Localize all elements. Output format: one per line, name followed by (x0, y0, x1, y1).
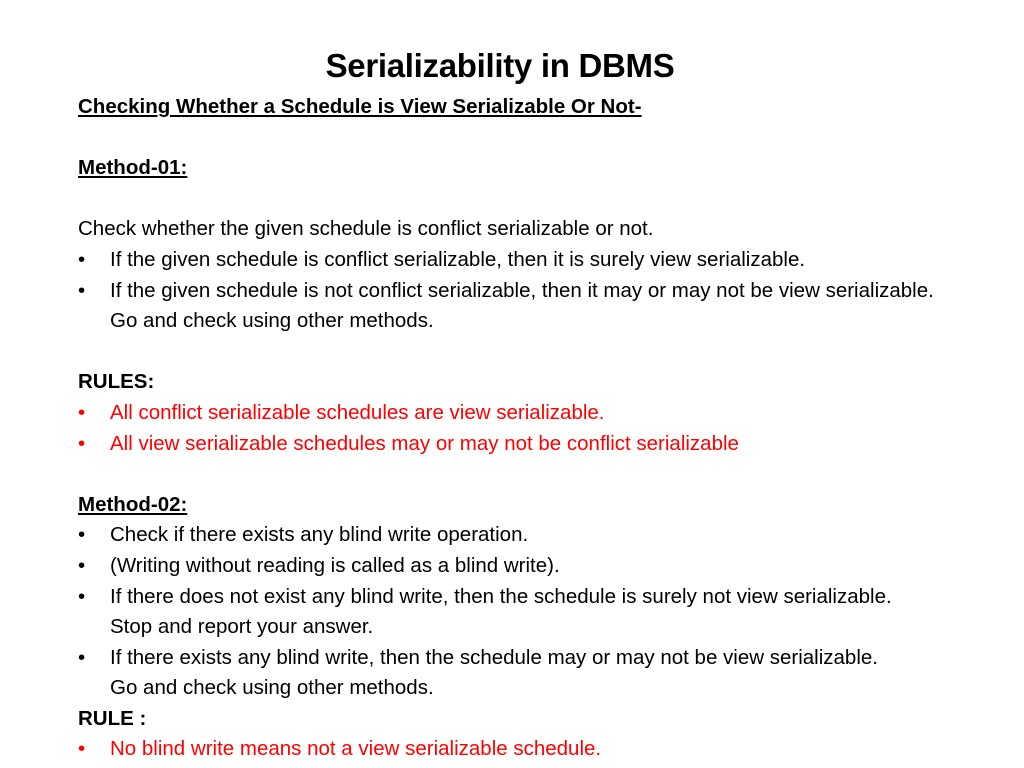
method-02-bullet (78, 520, 958, 551)
method-01-label: Method-01: (78, 156, 188, 180)
method-02-label: Method-02: (78, 492, 188, 516)
bullet-text: All view serializable schedules may or may not be conflict serializable (110, 431, 739, 455)
rules-bullet (78, 429, 958, 460)
bullet-icon: • (78, 584, 86, 608)
bullet-icon: • (78, 737, 86, 761)
rules-label: RULES: (78, 370, 155, 394)
slide-title: Serializability in DBMS (325, 47, 675, 84)
rules-bullet (78, 398, 958, 429)
bullet-text: If there exists any blind write, then the schedule may or may not be view serializable. Go and check using other methods. (110, 645, 878, 700)
spacer (78, 123, 958, 154)
bullet-icon: • (78, 278, 86, 302)
rule-bullet (78, 734, 958, 765)
bullet-icon: • (78, 523, 86, 547)
bullet-icon: • (78, 431, 86, 455)
bullet-text: If the given schedule is conflict serializable, then it is surely view serializable. (110, 247, 806, 271)
bullet-text: No blind write means not a view serializable schedule. (110, 737, 602, 761)
method-02-bullet (78, 551, 958, 582)
method-01-bullet (78, 276, 940, 337)
bullet-text: All conflict serializable schedules are view serializable. (110, 400, 605, 424)
method-01-intro: Check whether the given schedule is conflict serializable or not. (78, 217, 654, 241)
slide-body (78, 92, 958, 765)
bullet-text: (Writing without reading is called as a blind write). (110, 553, 560, 577)
rule-label: RULE : (78, 706, 147, 730)
spacer (78, 184, 958, 215)
bullet-text: If there does not exist any blind write, then the schedule is surely not view serializable. Stop and report your answer. (110, 584, 892, 639)
bullet-text: If the given schedule is not conflict serializable, then it may or may not be view serializable. Go and check using other methods. (110, 278, 934, 333)
bullet-icon: • (78, 247, 86, 271)
method-02-bullet (78, 582, 920, 643)
bullet-icon: • (78, 553, 86, 577)
section-heading: Checking Whether a Schedule is View Serializable Or Not- (78, 95, 642, 118)
method-02-bullet (78, 643, 910, 704)
bullet-icon: • (78, 400, 86, 424)
spacer (78, 337, 958, 368)
bullet-icon: • (78, 645, 86, 669)
bullet-text: Check if there exists any blind write operation. (110, 523, 529, 547)
spacer (78, 459, 958, 490)
method-01-bullet (78, 245, 958, 276)
